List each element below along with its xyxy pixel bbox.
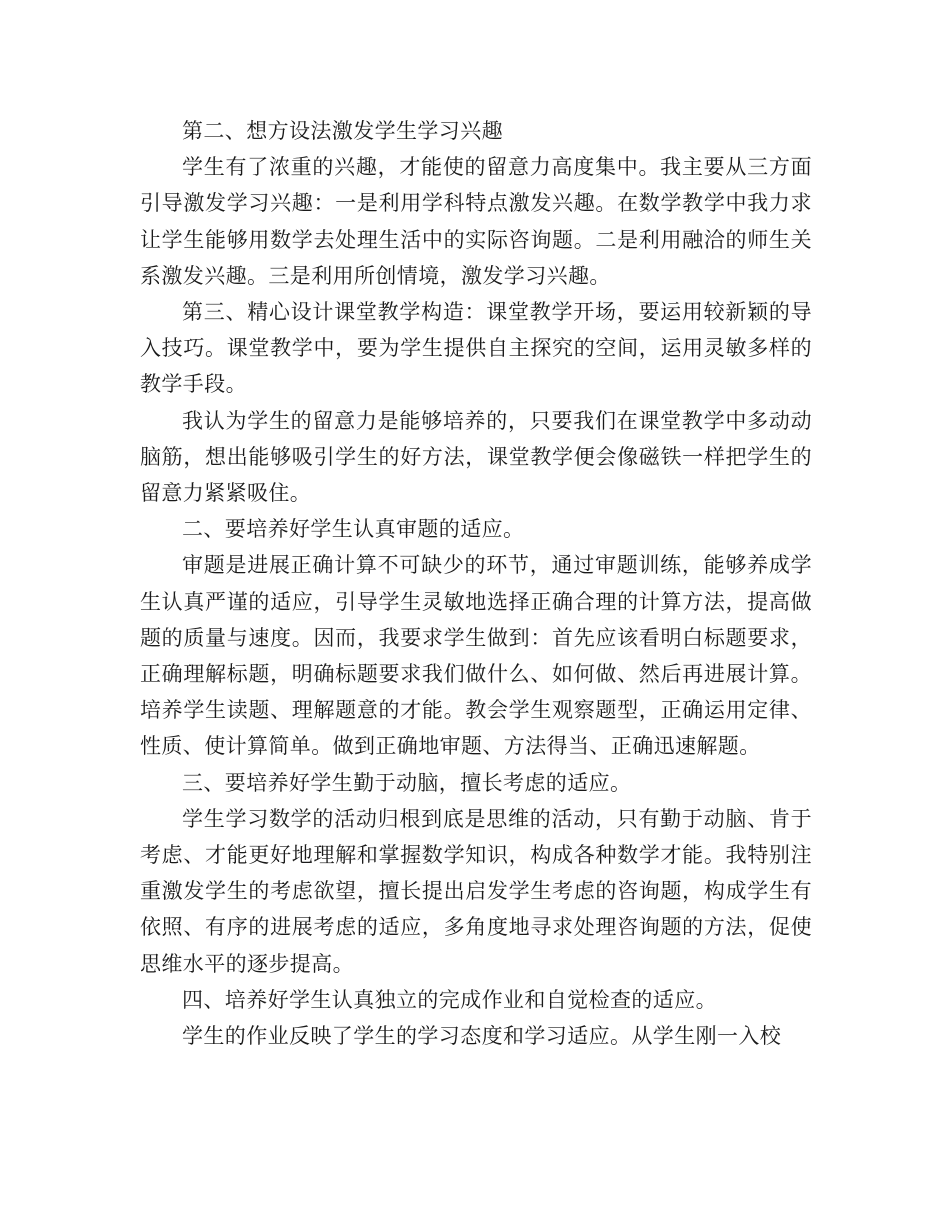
paragraph-heading: 二、要培养好学生认真审题的适应。: [182, 517, 525, 542]
paragraph-heading: 三、要培养好学生勤于动脑，擅长考虑的适应。: [182, 770, 632, 795]
paragraph: 审题是进展正确计算不可缺少的环节，通过审题训练，能够养成学生认真严谨的适应，引导学生灵敏地选择正确合理的计算方法，提高做题的质量与速度。因而，我要求学生做到：首先应该看明白标题要求，正确理解标题，明确标题要求我们做什么、如何做、然后再进展计算。培养学生读题、理解题意的才能。教会学生观察题型，正确运用定律、性质、使计算简单。做到正确地审题、方法得当、正确迅速解题。: [140, 553, 812, 759]
paragraph-heading: 四、培养好学生认真独立的完成作业和自觉检查的适应。: [182, 987, 717, 1012]
paragraph: 学生的作业反映了学生的学习态度和学习适应。从学生刚一入校: [182, 1024, 782, 1049]
paragraph: 第三、精心设计课堂教学构造：课堂教学开场，要运用较新颖的导入技巧。课堂教学中，要为学生提供自主探究的空间，运用灵敏多样的教学手段。: [140, 300, 812, 397]
paragraph: 学生学习数学的活动归根到底是思维的活动，只有勤于动脑、肯于考虑、才能更好地理解和掌握数学知识，构成各种数学才能。我特别注重激发学生的考虑欲望，擅长提出启发学生考虑的咨询题，构成学生有依照、有序的进展考虑的适应，多角度地寻求处理咨询题的方法，促使思维水平的逐步提高。: [140, 806, 812, 976]
paragraph: 学生有了浓重的兴趣，才能使的留意力高度集中。我主要从三方面引导激发学习兴趣：一是利用学科特点激发兴趣。在数学教学中我力求让学生能够用数学去处理生活中的实际咨询题。二是利用融洽的师生关系激发兴趣。三是利用所创情境，激发学习兴趣。: [140, 155, 812, 288]
document-body: [140, 113, 812, 1054]
paragraph-heading: 第二、想方设法激发学生学习兴趣: [182, 119, 503, 143]
paragraph: 我认为学生的留意力是能够培养的，只要我们在课堂教学中多动动脑筋，想出能够吸引学生的好方法，课堂教学便会像磁铁一样把学生的留意力紧紧吸住。: [140, 408, 812, 506]
